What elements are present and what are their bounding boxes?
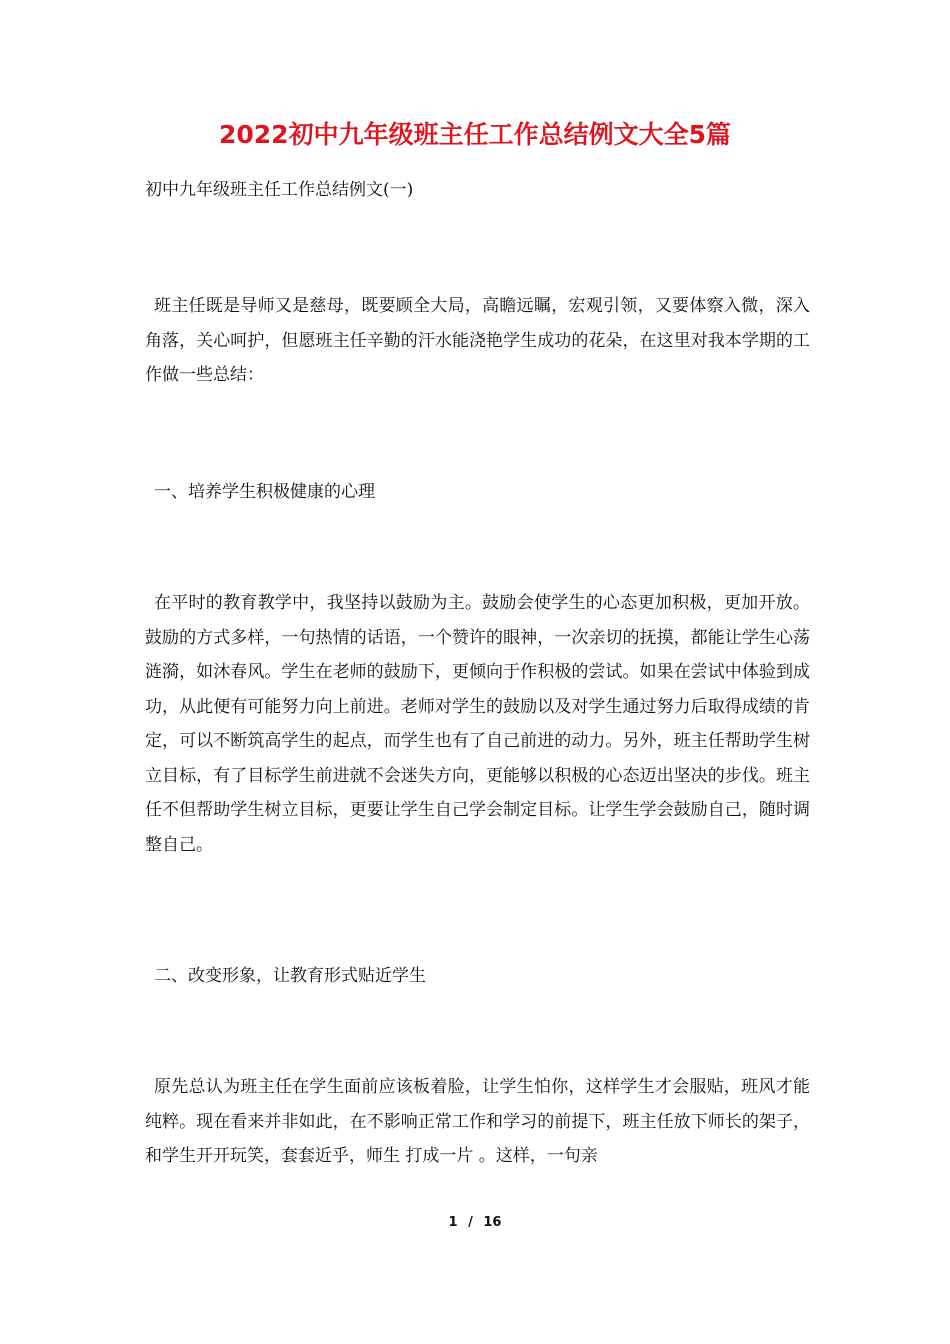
document-title: 2022初中九年级班主任工作总结例文大全5篇 bbox=[219, 120, 731, 149]
page-number-separator: / bbox=[468, 1215, 473, 1230]
page-number-footer bbox=[0, 1213, 950, 1233]
section-heading-2: 二、改变形象，让教育形式贴近学生 bbox=[154, 966, 426, 986]
total-page-count: 16 bbox=[483, 1215, 502, 1230]
document-subtitle: 初中九年级班主任工作总结例文(一) bbox=[145, 180, 414, 200]
section-heading-1: 一、培养学生积极健康的心理 bbox=[154, 482, 375, 502]
section-paragraph-1: 在平时的教育教学中，我坚持以鼓励为主。鼓励会使学生的心态更加积极，更加开放。鼓励的方式多样，一句热情的话语，一个赞许的眼神，一次亲切的抚摸，都能让学生心荡涟漪，如沐春风。学生在老师的鼓励下，更倾向于作积极的尝试。如果在尝试中体验到成功，从此便有可能努力向上前进。老师对学生的鼓励以及对学生通过努力后取得成绩的肯定，可以不断筑高学生的起点，而学生也有了自己前进的动力。另外，班主任帮助学生树立目标，有了目标学生前进就不会迷失方向，更能够以积极的心态迈出坚决的步伐。班主任不但帮助学生树立目标，更要让学生自己学会制定目标。让学生学会鼓励自己，随时调整自己。 bbox=[145, 593, 810, 855]
intro-paragraph: 班主任既是导师又是慈母，既要顾全大局，高瞻远瞩，宏观引领，又要体察入微，深入角落，关心呵护，但愿班主任辛勤的汗水能浇艳学生成功的花朵，在这里对我本学期的工作做一些总结： bbox=[145, 296, 810, 385]
section-paragraph-2: 原先总认为班主任在学生面前应该板着脸，让学生怕你，这样学生才会服贴，班风才能纯粹。现在看来并非如此，在不影响正常工作和学习的前提下，班主任放下师长的架子，和学生开开玩笑，套套近乎，师生 打成一片 。这样，一句亲 bbox=[145, 1077, 810, 1166]
current-page-number: 1 bbox=[448, 1215, 458, 1230]
